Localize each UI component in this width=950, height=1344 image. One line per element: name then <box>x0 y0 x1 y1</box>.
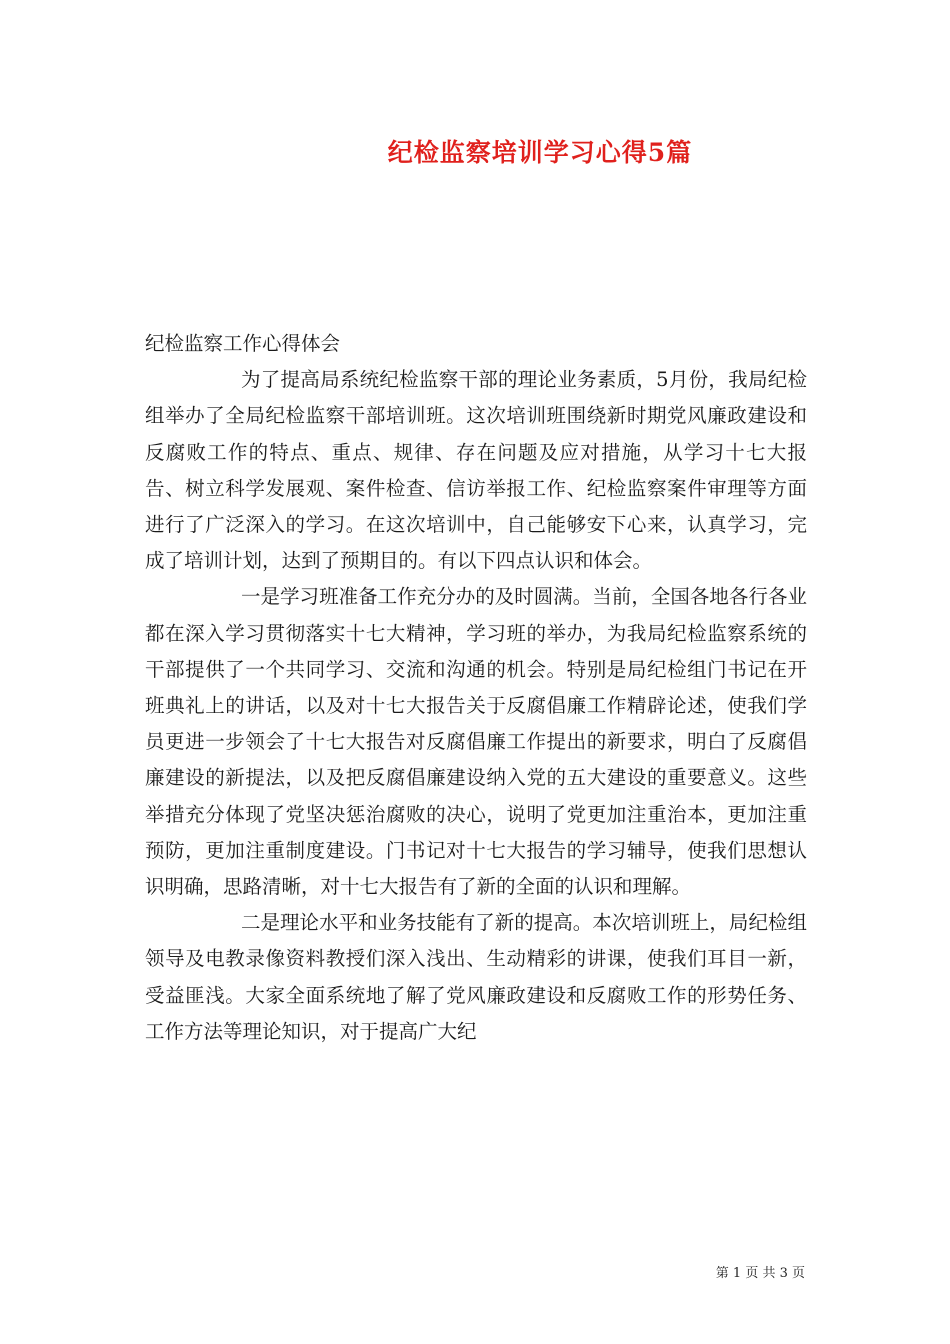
paragraph-3: 二是理论水平和业务技能有了新的提高。本次培训班上，局纪检组领导及电教录像资料教授们深入浅出、生动精彩的讲课，使我们耳目一新，受益匪浅。大家全面系统地了解了党风廉政建设和反腐败工作的形势任务、工作方法等理论知识，对于提高广大纪 <box>145 911 807 1043</box>
paragraph-2: 一是学习班准备工作充分办的及时圆满。当前，全国各地各行各业都在深入学习贯彻落实十七大精神，学习班的举办，为我局纪检监察系统的干部提供了一个共同学习、交流和沟通的机会。特别是局纪检组门书记在开班典礼上的讲话，以及对十七大报告关于反腐倡廉工作精辟论述，使我们学员更进一步领会了十七大报告对反腐倡廉工作提出的新要求，明白了反腐倡廉建设的新提法，以及把反腐倡廉建设纳入党的五大建设的重要意义。这些举措充分体现了党坚决惩治腐败的决心，说明了党更加注重治本，更加注重预防，更加注重制度建设。门书记对十七大报告的学习辅导，使我们思想认识明确，思路清晰，对十七大报告有了新的全面的认识和理解。 <box>145 585 807 899</box>
page-number: 第 1 页 共 3 页 <box>715 1266 805 1281</box>
document-title: 纪检监察培训学习心得5篇 <box>387 138 693 167</box>
section-subtitle: 纪检监察工作心得体会 <box>145 332 341 355</box>
paragraph-1: 为了提高局系统纪检监察干部的理论业务素质，5月份，我局纪检组举办了全局纪检监察干部培训班。这次培训班围绕新时期党风廉政建设和反腐败工作的特点、重点、规律、存在问题及应对措施，从学习十七大报告、树立科学发展观、案件检查、信访举报工作、纪检监察案件审理等方面进行了广泛深入的学习。在这次培训中，自己能够安下心来，认真学习，完成了培训计划，达到了预期目的。有以下四点认识和体会。 <box>145 368 807 573</box>
document-body <box>145 326 807 1050</box>
